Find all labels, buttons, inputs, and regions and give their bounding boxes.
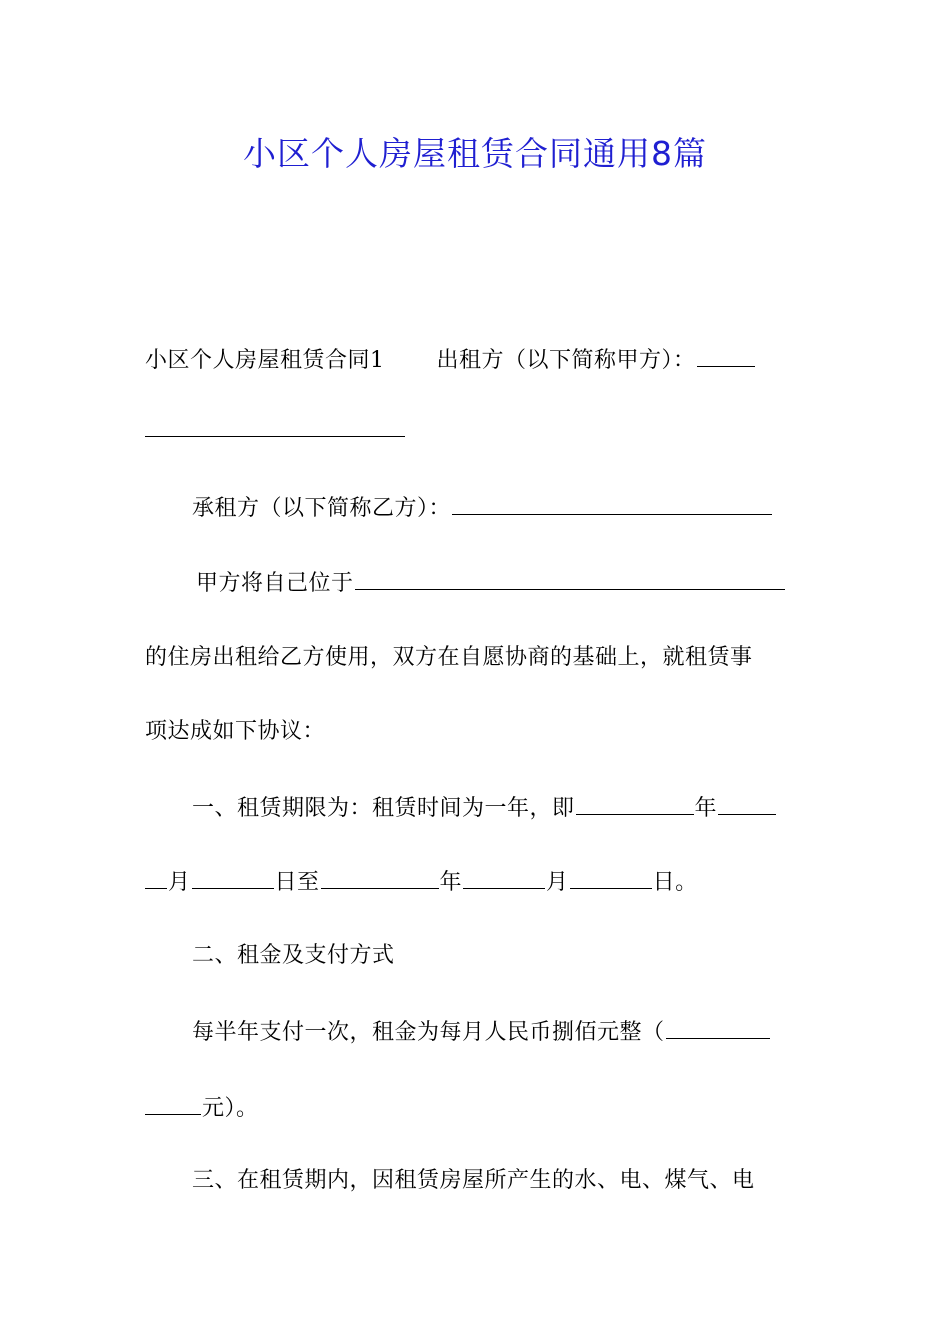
end-day-blank <box>570 866 652 889</box>
paragraph-text: 项达成如下协议： <box>145 719 326 744</box>
year-label: 年 <box>694 796 718 821</box>
lessee-label: 承租方（以下简称乙方）： <box>192 496 452 521</box>
contract-subtitle: 小区个人房屋租赁合同1 <box>145 348 385 373</box>
rent-amount-blank-continued <box>145 1092 201 1115</box>
paragraph-text: 的住房出租给乙方使用，双方在自愿协商的基础上，就租赁事 <box>145 645 753 670</box>
lessor-blank-continued <box>145 414 405 437</box>
property-location-blank <box>355 567 785 590</box>
day-to-label: 日至 <box>274 870 320 895</box>
end-year-blank <box>321 866 439 889</box>
end-month-blank <box>463 866 545 889</box>
lessor-blank <box>697 344 755 367</box>
lessee-line <box>192 492 773 524</box>
property-location-label: 甲方将自己位于 <box>196 571 354 596</box>
utilities-text: 三、在租赁期内，因租赁房屋所产生的水、电、煤气、电 <box>192 1168 755 1193</box>
rent-currency-text: 元）。 <box>202 1096 259 1121</box>
lessee-blank <box>452 492 772 515</box>
year-label: 年 <box>439 870 463 895</box>
document-title: 小区个人房屋租赁合同通用8篇 <box>243 134 707 173</box>
lease-dates-line <box>145 866 698 898</box>
month-label: 月 <box>546 870 569 895</box>
property-location-line <box>196 567 786 599</box>
rent-amount-line <box>192 1016 771 1048</box>
rent-amount-blank <box>666 1016 770 1039</box>
section-heading <box>192 941 395 971</box>
contract-heading-line <box>145 344 756 376</box>
lessor-blank-continued-line <box>145 414 406 446</box>
start-year-blank <box>576 792 694 815</box>
paragraph-line <box>145 717 325 747</box>
month-label: 月 <box>168 870 191 895</box>
rent-amount-continued-line <box>145 1092 259 1124</box>
lease-term-line <box>192 792 777 824</box>
utilities-line <box>192 1166 755 1196</box>
lessor-label: 出租方（以下简称甲方）： <box>436 348 696 373</box>
start-month-blank-continued <box>145 866 167 889</box>
start-month-blank <box>718 792 776 815</box>
lease-term-text: 一、租赁期限为：租赁时间为一年，即 <box>192 796 575 821</box>
rent-section-heading: 二、租金及支付方式 <box>192 943 395 968</box>
day-label: 日。 <box>652 870 698 895</box>
start-day-blank <box>192 866 274 889</box>
paragraph-line <box>145 643 753 673</box>
rent-amount-text: 每半年支付一次，租金为每月人民币捌佰元整（ <box>192 1020 665 1045</box>
